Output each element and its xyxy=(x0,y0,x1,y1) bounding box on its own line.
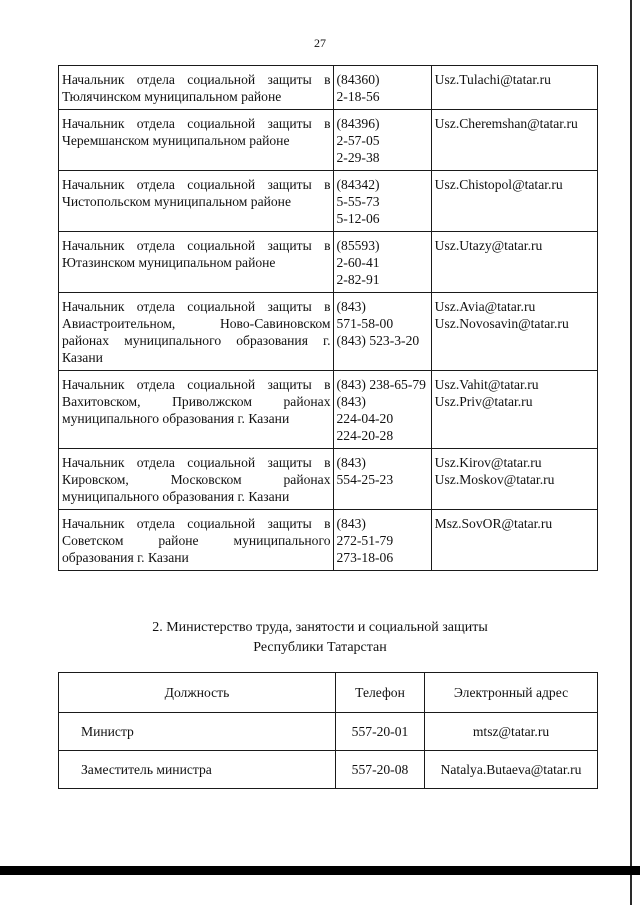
position-cell: Начальник отдела социальной защиты в Авиастроительном, Ново-Савиновском районах муниципального образования г. Казани xyxy=(59,293,334,371)
phone-cell: (84342) 5-55-73 5-12-06 xyxy=(333,171,431,232)
position-cell: Начальник отдела социальной защиты в Чистопольском муниципальном районе xyxy=(59,171,334,232)
email-cell: Usz.Chistopol@tatar.ru xyxy=(431,171,597,232)
email-cell: Usz.Vahit@tatar.ru Usz.Priv@tatar.ru xyxy=(431,371,597,449)
table-row xyxy=(59,751,598,789)
table-row xyxy=(59,713,598,751)
email-cell: mtsz@tatar.ru xyxy=(425,713,598,751)
table-row xyxy=(59,449,598,510)
ministry-table xyxy=(58,672,598,789)
header-position: Должность xyxy=(59,673,336,713)
phone-cell: (843) 238-65-79 (843) 224-04-20 224-20-28 xyxy=(333,371,431,449)
phone-cell: (843) 554-25-23 xyxy=(333,449,431,510)
table-row xyxy=(59,66,598,110)
page-number: 27 xyxy=(314,36,326,50)
position-cell: Начальник отдела социальной защиты в Вахитовском, Приволжском районах муниципального образования г. Казани xyxy=(59,371,334,449)
section-heading xyxy=(0,618,640,658)
email-cell: Usz.Cheremshan@tatar.ru xyxy=(431,110,597,171)
position-cell: Начальник отдела социальной защиты в Кировском, Московском районах муниципального образования г. Казани xyxy=(59,449,334,510)
phone-cell: 557-20-08 xyxy=(336,751,425,789)
table-row xyxy=(59,510,598,571)
position-cell: Начальник отдела социальной защиты в Тюлячинском муниципальном районе xyxy=(59,66,334,110)
table-row xyxy=(59,232,598,293)
table-row xyxy=(59,293,598,371)
email-cell: Usz.Avia@tatar.ru Usz.Novosavin@tatar.ru xyxy=(431,293,597,371)
phone-cell: 557-20-01 xyxy=(336,713,425,751)
scan-bottom-bar xyxy=(0,866,640,875)
position-cell: Начальник отдела социальной защиты в Ютазинском муниципальном районе xyxy=(59,232,334,293)
position-cell: Заместитель министра xyxy=(59,751,336,789)
phone-cell: (84360) 2-18-56 xyxy=(333,66,431,110)
table-row xyxy=(59,110,598,171)
email-cell: Usz.Tulachi@tatar.ru xyxy=(431,66,597,110)
section-heading-line-2: Республики Татарстан xyxy=(253,640,387,655)
scan-edge-line xyxy=(630,0,632,905)
email-cell: Natalya.Butaeva@tatar.ru xyxy=(425,751,598,789)
phone-cell: (84396) 2-57-05 2-29-38 xyxy=(333,110,431,171)
header-phone: Телефон xyxy=(336,673,425,713)
table-row xyxy=(59,171,598,232)
position-cell: Начальник отдела социальной защиты в Советском районе муниципального образования г. Казани xyxy=(59,510,334,571)
position-cell: Начальник отдела социальной защиты в Черемшанском муниципальном районе xyxy=(59,110,334,171)
phone-cell: (843) 272-51-79 273-18-06 xyxy=(333,510,431,571)
header-email: Электронный адрес xyxy=(425,673,598,713)
section-heading-line-1: 2. Министерство труда, занятости и социальной защиты xyxy=(152,620,488,635)
email-cell: Msz.SovOR@tatar.ru xyxy=(431,510,597,571)
email-cell: Usz.Kirov@tatar.ru Usz.Moskov@tatar.ru xyxy=(431,449,597,510)
table-row xyxy=(59,371,598,449)
table-header-row xyxy=(59,673,598,713)
contacts-table xyxy=(58,65,598,571)
email-cell: Usz.Utazy@tatar.ru xyxy=(431,232,597,293)
position-cell: Министр xyxy=(59,713,336,751)
phone-cell: (85593) 2-60-41 2-82-91 xyxy=(333,232,431,293)
phone-cell: (843) 571-58-00 (843) 523-3-20 xyxy=(333,293,431,371)
